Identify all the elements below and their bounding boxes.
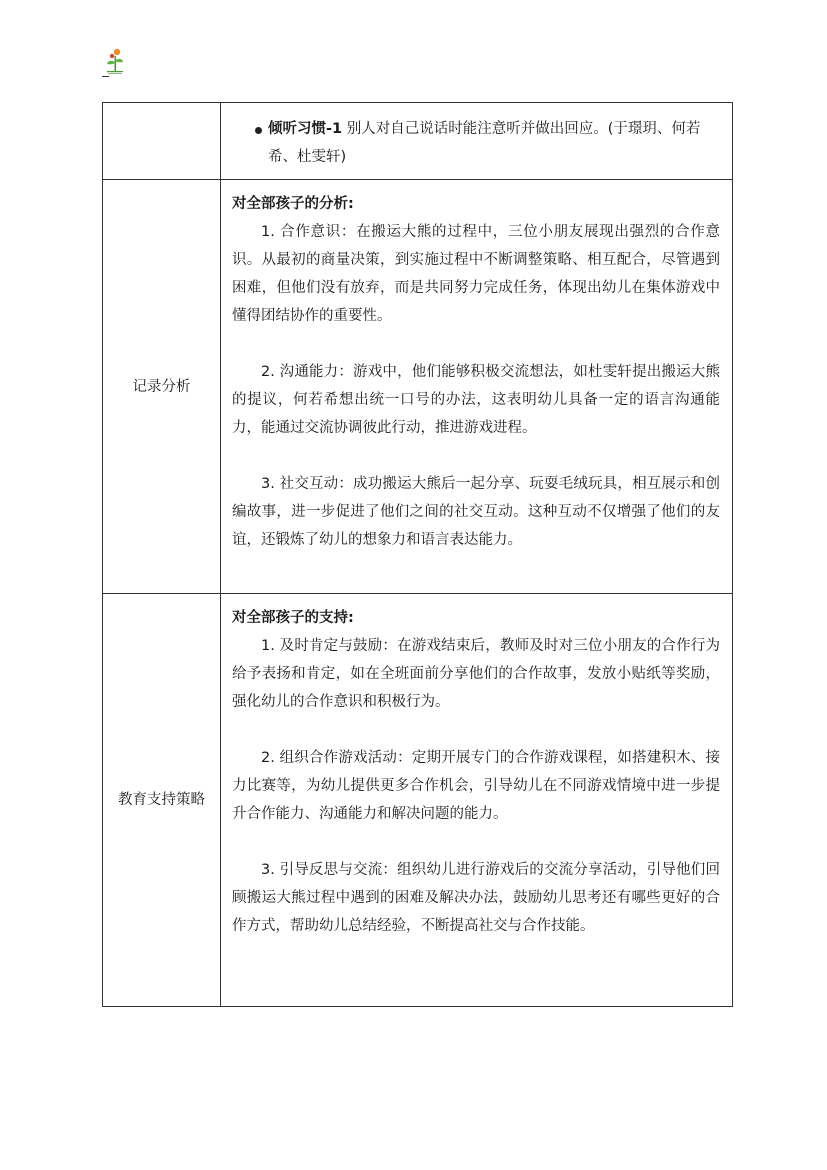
strategy-paragraph-3: 3. 引导反思与交流：组织幼儿进行游戏后的交流分享活动，引导他们回顾搬运大熊过程中遇到的困难及解决办法，鼓励幼儿思考还有哪些更好的合作方式，帮助幼儿总结经验，不断提高社交与合作技能。 [232,862,720,934]
observation-record-table [102,102,733,1007]
bullet-item [221,103,732,179]
analysis-paragraph-3: 3. 社交互动：成功搬运大熊后一起分享、玩耍毛绒玩具，相互展示和创编故事，进一步促进了他们之间的社交互动。这种互动不仅增强了他们的友谊，还锻炼了幼儿的想象力和语言表达能力。 [232,476,720,548]
strategy-paragraph-1: 1. 及时肯定与鼓励：在游戏结束后，教师及时对三位小朋友的合作行为给予表扬和肯定，如在全班面前分享他们的合作故事，发放小贴纸等奖励，强化幼儿的合作意识和积极行为。 [232,638,720,710]
analysis-paragraph-1: 1. 合作意识：在搬运大熊的过程中，三位小朋友展现出强烈的合作意识。从最初的商量决策，到实施过程中不断调整策略、相互配合，尽管遇到困难，但他们没有放弃，而是共同努力完成任务，体现出幼儿在集体游戏中懂得团结协作的重要性。 [232,224,720,324]
table-row [103,180,733,594]
strategy-cell [221,594,733,1007]
analysis-paragraph-2: 2. 沟通能力：游戏中，他们能够积极交流想法，如杜雯轩提出搬运大熊的提议，何若希想出统一口号的办法，这表明幼儿具备一定的语言沟通能力，能通过交流协调彼此行动，推进游戏进程。 [232,364,720,436]
strategy-paragraph-2: 2. 组织合作游戏活动：定期开展专门的合作游戏课程，如搭建积木、接力比赛等，为幼儿提供更多合作机会，引导幼儿在不同游戏情境中进一步提升合作能力、沟通能力和解决问题的能力。 [232,750,720,822]
header-mark [102,76,109,77]
analysis-cell [221,180,733,594]
table-row [103,103,733,180]
row-label-analysis: 记录分析 [103,180,221,594]
strategy-title: 对全部孩子的支持: [232,610,354,626]
table-row [103,594,733,1007]
habit-text: 别人对自己说话时能注意听并做出回应。(于璟玥、何若希、杜雯轩) [268,121,701,165]
school-logo-icon [104,47,126,75]
bullet-icon [255,127,262,134]
habit-title: 倾听习惯-1 [268,121,343,137]
analysis-title: 对全部孩子的分析: [232,196,354,212]
row-label-empty [103,103,221,180]
row-label-strategy: 教育支持策略 [103,594,221,1007]
habit-cell [221,103,733,180]
